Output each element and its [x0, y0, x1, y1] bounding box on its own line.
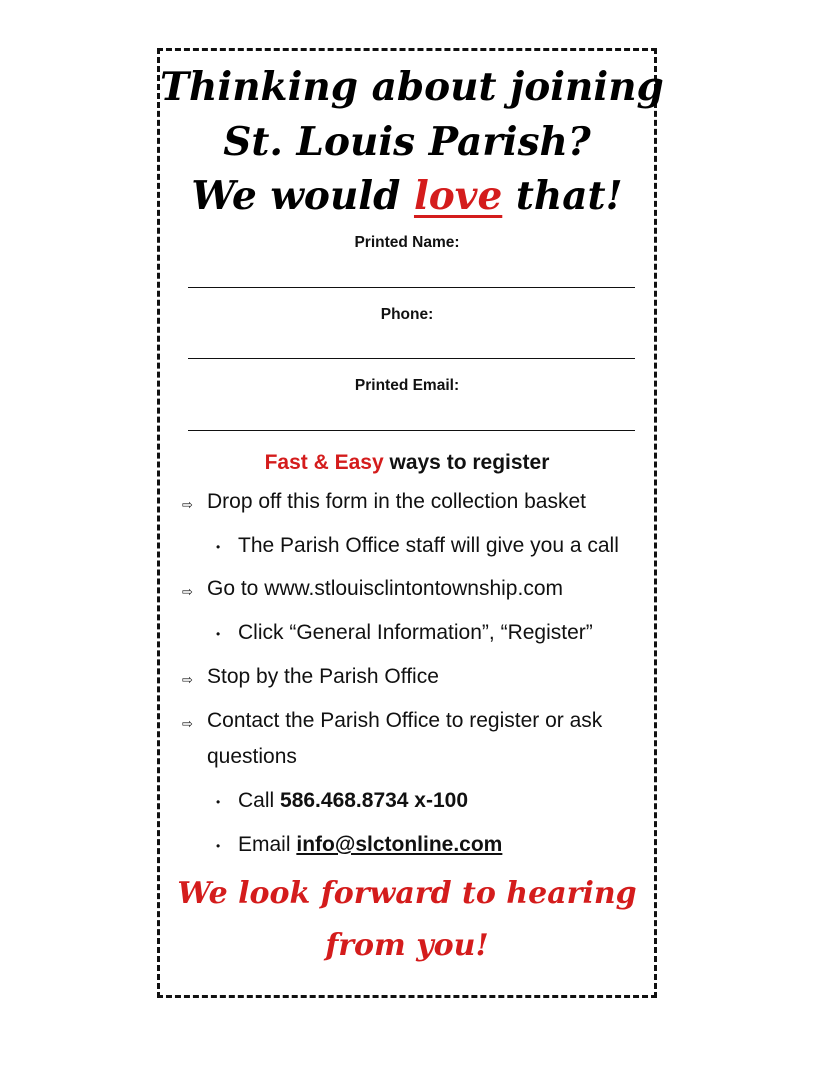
bullet-icon: •	[216, 540, 221, 554]
list-item-website: Go to www.stlouisclintontownship.com	[207, 577, 563, 600]
list-item-call	[238, 787, 468, 815]
registration-card	[157, 48, 664, 998]
list-item-contact-office-cont: questions	[207, 745, 297, 768]
email-prefix: Email	[238, 833, 297, 856]
list-item-stop-by: Stop by the Parish Office	[207, 665, 439, 688]
ways-heading	[160, 449, 654, 477]
arrow-icon: ⇨	[182, 584, 193, 599]
bullet-icon: •	[216, 627, 221, 641]
ways-heading-highlight: Fast & Easy	[264, 451, 384, 474]
printed-email-line[interactable]	[188, 430, 635, 431]
bullet-icon: •	[216, 795, 221, 809]
phone-line[interactable]	[188, 358, 635, 359]
list-item-email	[238, 831, 502, 859]
title-text-before: We would	[191, 173, 414, 219]
closing-line-1: We look forward to hearing	[177, 876, 637, 911]
printed-email-label: Printed Email:	[354, 377, 460, 394]
arrow-icon: ⇨	[182, 716, 193, 731]
ways-heading-rest: ways to register	[383, 451, 550, 474]
title-line-3	[160, 168, 654, 224]
title-text-after: that!	[502, 173, 623, 219]
call-prefix: Call	[238, 789, 281, 812]
title-line-2: St. Louis Parish?	[223, 119, 591, 165]
title-love-word: love	[413, 173, 503, 219]
list-item-contact-office: Contact the Parish Office to register or ask	[207, 709, 603, 732]
list-item-drop-off: Drop off this form in the collection basket	[207, 490, 586, 513]
arrow-icon: ⇨	[182, 672, 193, 687]
list-item-click-register: Click “General Information”, “Register”	[238, 621, 593, 644]
printed-name-line[interactable]	[188, 287, 635, 288]
arrow-icon: ⇨	[182, 497, 193, 512]
list-item-staff-call: The Parish Office staff will give you a call	[238, 534, 619, 557]
printed-name-label: Printed Name:	[354, 234, 460, 251]
title-line-1: Thinking about joining	[160, 64, 664, 110]
bullet-icon: •	[216, 839, 221, 853]
phone-label: Phone:	[380, 306, 434, 323]
email-link[interactable]: info@slctonline.com	[296, 833, 503, 856]
phone-number[interactable]: 586.468.8734 x-100	[280, 789, 469, 812]
closing-line-2: from you!	[325, 928, 489, 963]
